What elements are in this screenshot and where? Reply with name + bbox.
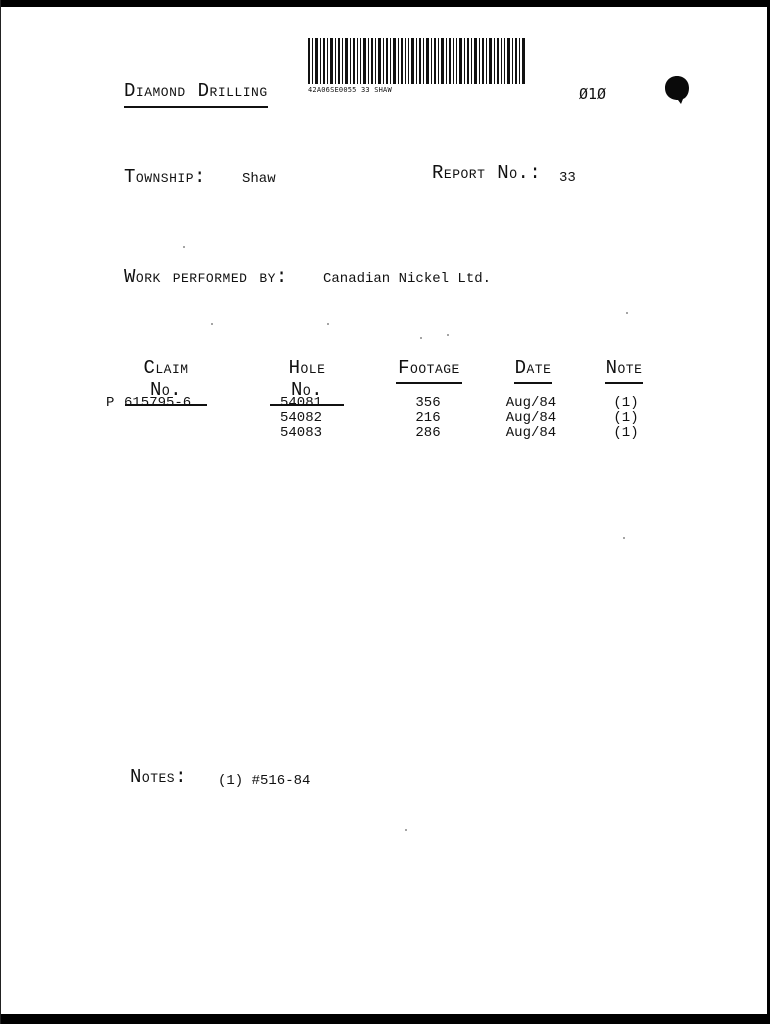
column-header-note: Note	[605, 357, 643, 384]
scan-speck	[420, 337, 422, 339]
footage-value: 286	[415, 425, 441, 441]
report-number-label: Report No.:	[432, 162, 542, 184]
note-value: (1)	[613, 410, 639, 426]
claim-prefix: P	[106, 395, 115, 411]
hole-number: 54081	[279, 395, 322, 411]
column-header-date: Date	[514, 357, 552, 384]
document-title: Diamond Drilling	[124, 80, 268, 108]
township-label: Township:	[124, 166, 206, 188]
scan-speck	[623, 537, 625, 539]
work-performed-label: Work performed by:	[124, 266, 288, 288]
ink-blot	[664, 75, 690, 105]
footage-value: 216	[415, 410, 441, 426]
note-value: (1)	[613, 395, 639, 411]
hole-number: 54082	[279, 410, 322, 426]
work-performed-value: Canadian Nickel Ltd.	[323, 271, 492, 287]
scan-speck	[327, 323, 329, 325]
report-number-value: 33	[559, 170, 576, 186]
scan-speck	[183, 246, 185, 248]
footage-value: 356	[415, 395, 441, 411]
hole-number: 54083	[279, 425, 322, 441]
column-header-claim: Claim No.	[125, 357, 207, 406]
scan-speck	[211, 323, 213, 325]
barcode-text: 42A06SE0055 33 SHAW	[308, 86, 392, 94]
township-value: Shaw	[242, 171, 276, 187]
barcode	[308, 38, 526, 84]
notes-label: Notes:	[130, 766, 188, 788]
column-header-hole: Hole No.	[270, 357, 344, 406]
date-value: Aug/84	[505, 395, 557, 411]
date-value: Aug/84	[505, 425, 557, 441]
note-item: (1) #516-84	[218, 773, 311, 789]
scan-speck	[447, 334, 449, 336]
claim-number: 615795-6	[124, 395, 192, 411]
scan-border-left	[0, 0, 1, 1024]
scan-speck	[626, 312, 628, 314]
document-code: Ø1Ø	[579, 85, 607, 103]
date-value: Aug/84	[505, 410, 557, 426]
column-header-footage: Footage	[396, 357, 462, 384]
note-value: (1)	[613, 425, 639, 441]
scan-border-bottom	[0, 1014, 770, 1024]
scan-border-top	[0, 0, 770, 7]
scan-speck	[405, 829, 407, 831]
